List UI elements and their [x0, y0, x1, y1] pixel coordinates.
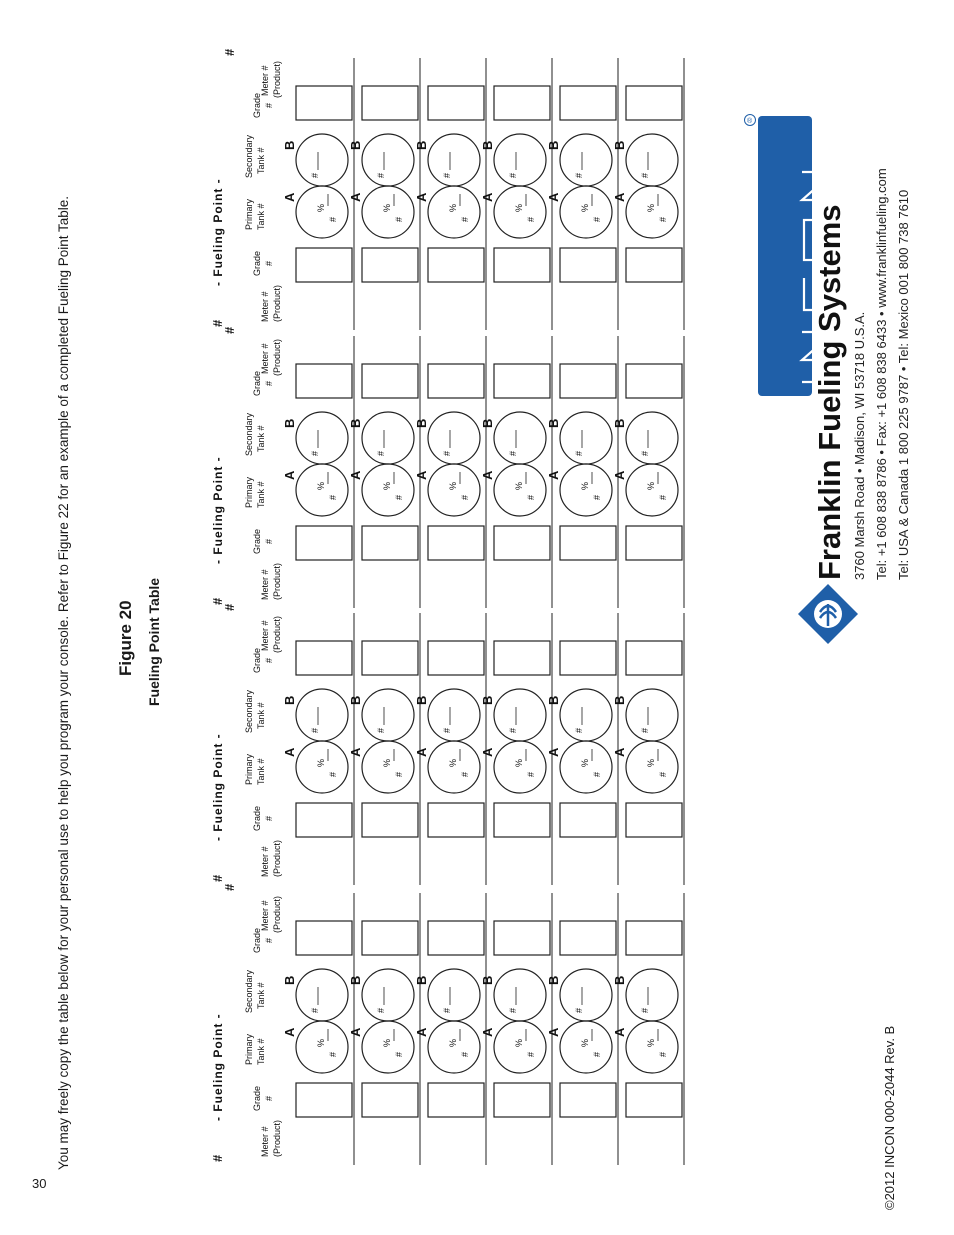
primary-label: Primary	[244, 199, 254, 230]
hash-mark: #	[210, 319, 225, 327]
product-label: (Product)	[272, 338, 282, 376]
grade-label: Grade	[252, 370, 262, 396]
hash-mark: #	[264, 937, 274, 943]
grade-label: Grade	[252, 250, 262, 276]
grade-box	[560, 86, 616, 120]
percent-sign: %	[580, 758, 590, 767]
tank-b-label: B	[612, 418, 627, 428]
grade-box	[428, 641, 484, 675]
tank-b-label: B	[282, 418, 297, 428]
secondary-tank-circle	[560, 969, 612, 1021]
primary-label: Primary	[244, 477, 254, 508]
grade-box	[626, 248, 682, 282]
hash-mark: #	[222, 883, 237, 891]
table-row	[414, 58, 486, 330]
table-row	[348, 613, 420, 885]
tank-b-label: B	[414, 695, 429, 705]
secondary-tank-circle	[626, 134, 678, 186]
brand-address: 3760 Marsh Road • Madison, WI 53718 U.S.A.	[852, 311, 867, 580]
table-row	[480, 893, 552, 1165]
tank-b-label: B	[612, 695, 627, 705]
figure-title: Figure 20	[116, 600, 135, 676]
hash-mark: #	[526, 1051, 536, 1057]
secondary-tank-circle	[560, 134, 612, 186]
secondary-tank-circle	[626, 412, 678, 464]
table-row	[282, 613, 354, 885]
hash-mark: #	[640, 727, 650, 733]
tank-label: Tank #	[256, 702, 266, 729]
table-row	[348, 336, 420, 608]
hash-mark: #	[658, 1051, 668, 1057]
grade-box	[362, 803, 418, 837]
secondary-tank-circle	[560, 412, 612, 464]
tank-a-label: A	[546, 192, 561, 202]
tank-a-label: A	[282, 1027, 297, 1037]
tank-b-label: B	[546, 695, 561, 705]
grade-label: Grade	[252, 927, 262, 953]
hash-mark: #	[310, 727, 320, 733]
secondary-tank-circle	[560, 689, 612, 741]
tank-a-label: A	[282, 192, 297, 202]
secondary-label: Secondary	[244, 969, 254, 1013]
table-row	[414, 893, 486, 1165]
percent-sign: %	[514, 758, 524, 767]
hash-mark: #	[210, 597, 225, 605]
hash-mark: #	[442, 727, 452, 733]
tank-a-label: A	[282, 470, 297, 480]
hash-mark: #	[442, 1007, 452, 1013]
hash-mark: #	[574, 1007, 584, 1013]
tank-a-label: A	[480, 192, 495, 202]
table-row	[480, 336, 552, 608]
secondary-tank-circle	[494, 412, 546, 464]
hash-mark: #	[394, 494, 404, 500]
grade-box	[362, 1083, 418, 1117]
tank-label: Tank #	[256, 147, 266, 174]
secondary-tank-circle	[362, 969, 414, 1021]
intro-text: You may freely copy the table below for your personal use to help you program your console. Refer to Figure 22 for an example of a completed Fueling Point Table.	[56, 195, 71, 1170]
table-row	[546, 336, 618, 608]
secondary-tank-circle	[494, 689, 546, 741]
tank-a-label: A	[414, 747, 429, 757]
secondary-tank-circle	[296, 412, 348, 464]
tank-label: Tank #	[256, 1038, 266, 1065]
hash-mark: #	[526, 494, 536, 500]
percent-sign: %	[316, 481, 326, 490]
tank-b-label: B	[546, 140, 561, 150]
grade-label: Grade	[252, 805, 262, 831]
fueling-point-header: - Fueling Point -	[211, 456, 225, 564]
grade-box	[362, 921, 418, 955]
hash-mark: #	[222, 603, 237, 611]
tank-b-label: B	[282, 975, 297, 985]
hash-mark: #	[264, 102, 274, 108]
tank-a-label: A	[612, 1027, 627, 1037]
secondary-tank-circle	[362, 412, 414, 464]
grade-box	[626, 364, 682, 398]
product-label: (Product)	[272, 284, 282, 322]
tank-a-label: A	[612, 747, 627, 757]
figure-subtitle: Fueling Point Table	[146, 577, 162, 706]
percent-sign: %	[448, 758, 458, 767]
grade-box	[560, 364, 616, 398]
hash-mark: #	[658, 771, 668, 777]
hash-mark: #	[508, 1007, 518, 1013]
hash-mark: #	[264, 815, 274, 821]
grade-box	[428, 803, 484, 837]
tank-a-label: A	[480, 1027, 495, 1037]
tank-label: Tank #	[256, 425, 266, 452]
table-row	[612, 336, 684, 608]
fueling-point-block	[210, 48, 684, 330]
tank-a-label: A	[612, 470, 627, 480]
percent-sign: %	[580, 481, 590, 490]
brand-name: Franklin Fueling Systems	[812, 204, 847, 580]
hash-mark: #	[526, 216, 536, 222]
grade-box	[494, 921, 550, 955]
table-row	[282, 893, 354, 1165]
grade-box	[560, 1083, 616, 1117]
meter-label: Meter #	[260, 65, 270, 96]
hash-mark: #	[210, 874, 225, 882]
percent-sign: %	[514, 481, 524, 490]
table-row	[480, 58, 552, 330]
tank-a-label: A	[348, 1027, 363, 1037]
secondary-label: Secondary	[244, 412, 254, 456]
tank-label: Tank #	[256, 758, 266, 785]
hash-mark: #	[508, 727, 518, 733]
hash-mark: #	[394, 216, 404, 222]
tank-b-label: B	[282, 695, 297, 705]
tank-a-label: A	[480, 747, 495, 757]
hash-mark: #	[310, 172, 320, 178]
hash-mark: #	[508, 172, 518, 178]
percent-sign: %	[382, 758, 392, 767]
tank-a-label: A	[480, 470, 495, 480]
grade-box	[626, 86, 682, 120]
tank-b-label: B	[348, 140, 363, 150]
percent-sign: %	[448, 481, 458, 490]
secondary-tank-circle	[362, 134, 414, 186]
hash-mark: #	[264, 1095, 274, 1101]
grade-box	[296, 803, 352, 837]
grade-label: Grade	[252, 1085, 262, 1111]
tank-b-label: B	[546, 975, 561, 985]
tank-b-label: B	[414, 418, 429, 428]
secondary-tank-circle	[494, 969, 546, 1021]
grade-box	[560, 248, 616, 282]
percent-sign: %	[448, 1038, 458, 1047]
fueling-point-block	[210, 326, 684, 608]
product-label: (Product)	[272, 895, 282, 933]
tank-b-label: B	[546, 418, 561, 428]
secondary-tank-circle	[494, 134, 546, 186]
hash-mark: #	[460, 1051, 470, 1057]
table-row	[348, 58, 420, 330]
table-row	[612, 893, 684, 1165]
primary-label: Primary	[244, 1034, 254, 1065]
grade-box	[494, 1083, 550, 1117]
tank-label: Tank #	[256, 203, 266, 230]
secondary-tank-circle	[428, 969, 480, 1021]
grade-box	[494, 641, 550, 675]
secondary-tank-circle	[296, 134, 348, 186]
tank-a-label: A	[348, 747, 363, 757]
hash-mark: #	[328, 216, 338, 222]
hash-mark: #	[508, 450, 518, 456]
secondary-tank-circle	[428, 689, 480, 741]
page-number: 30	[32, 1176, 47, 1191]
tank-a-label: A	[546, 470, 561, 480]
grade-box	[494, 803, 550, 837]
secondary-tank-circle	[296, 689, 348, 741]
meter-label: Meter #	[260, 620, 270, 651]
tank-label: Tank #	[256, 481, 266, 508]
secondary-tank-circle	[428, 134, 480, 186]
tank-a-label: A	[546, 747, 561, 757]
table-row	[612, 58, 684, 330]
grade-box	[494, 86, 550, 120]
percent-sign: %	[382, 203, 392, 212]
grade-box	[560, 921, 616, 955]
hash-mark: #	[592, 216, 602, 222]
tank-b-label: B	[414, 140, 429, 150]
table-row	[282, 58, 354, 330]
hash-mark: #	[640, 1007, 650, 1013]
grade-box	[428, 86, 484, 120]
grade-box	[428, 921, 484, 955]
grade-box	[296, 1083, 352, 1117]
grade-box	[560, 641, 616, 675]
grade-box	[296, 526, 352, 560]
copyright-text: ©2012 INCON 000-2044 Rev. B	[882, 1025, 897, 1210]
grade-label: Grade	[252, 528, 262, 554]
tank-a-label: A	[348, 470, 363, 480]
grade-box	[428, 526, 484, 560]
hash-mark: #	[264, 260, 274, 266]
percent-sign: %	[514, 203, 524, 212]
hash-mark: #	[264, 380, 274, 386]
hash-mark: #	[574, 727, 584, 733]
meter-label: Meter #	[260, 1126, 270, 1157]
hash-mark: #	[442, 172, 452, 178]
fueling-point-header: - Fueling Point -	[211, 1013, 225, 1121]
tank-b-label: B	[414, 975, 429, 985]
meter-label: Meter #	[260, 291, 270, 322]
tank-b-label: B	[480, 975, 495, 985]
tank-b-label: B	[612, 140, 627, 150]
hash-mark: #	[526, 771, 536, 777]
tank-b-label: B	[612, 975, 627, 985]
grade-box	[560, 526, 616, 560]
fueling-point-block	[210, 603, 684, 885]
hash-mark: #	[210, 1154, 225, 1162]
hash-mark: #	[222, 326, 237, 334]
hash-mark: #	[460, 494, 470, 500]
brand-tel-usa: Tel: USA & Canada 1 800 225 9787 • Tel: Mexico 001 800 738 7610	[896, 189, 911, 580]
tank-b-label: B	[480, 140, 495, 150]
hash-mark: #	[460, 216, 470, 222]
grade-box	[296, 86, 352, 120]
percent-sign: %	[580, 1038, 590, 1047]
hash-mark: #	[592, 1051, 602, 1057]
percent-sign: %	[514, 1038, 524, 1047]
tank-a-label: A	[414, 192, 429, 202]
secondary-tank-circle	[362, 689, 414, 741]
hash-mark: #	[640, 450, 650, 456]
grade-label: Grade	[252, 647, 262, 673]
grade-box	[362, 641, 418, 675]
tank-a-label: A	[414, 1027, 429, 1037]
grade-box	[626, 803, 682, 837]
grade-box	[494, 526, 550, 560]
table-row	[612, 613, 684, 885]
grade-box	[626, 921, 682, 955]
table-row	[348, 893, 420, 1165]
hash-mark: #	[574, 172, 584, 178]
percent-sign: %	[646, 1038, 656, 1047]
percent-sign: %	[382, 481, 392, 490]
hash-mark: #	[376, 450, 386, 456]
grade-box	[560, 803, 616, 837]
secondary-tank-circle	[296, 969, 348, 1021]
meter-label: Meter #	[260, 569, 270, 600]
meter-label: Meter #	[260, 343, 270, 374]
hash-mark: #	[328, 494, 338, 500]
table-row	[414, 613, 486, 885]
tank-b-label: B	[282, 140, 297, 150]
grade-box	[494, 248, 550, 282]
hash-mark: #	[376, 1007, 386, 1013]
tank-b-label: B	[348, 975, 363, 985]
percent-sign: %	[382, 1038, 392, 1047]
fueling-point-block	[210, 883, 684, 1165]
grade-box	[362, 248, 418, 282]
hash-mark: #	[328, 1051, 338, 1057]
tank-a-label: A	[546, 1027, 561, 1037]
secondary-tank-circle	[626, 969, 678, 1021]
hash-mark: #	[592, 771, 602, 777]
tank-a-label: A	[282, 747, 297, 757]
hash-mark: #	[328, 771, 338, 777]
percent-sign: %	[646, 481, 656, 490]
hash-mark: #	[376, 172, 386, 178]
grade-box	[296, 364, 352, 398]
tank-label: Tank #	[256, 982, 266, 1009]
percent-sign: %	[646, 758, 656, 767]
franklin-diamond-logo-icon	[796, 582, 860, 646]
grade-box	[494, 364, 550, 398]
hash-mark: #	[442, 450, 452, 456]
secondary-tank-circle	[428, 412, 480, 464]
table-row	[546, 613, 618, 885]
tank-a-label: A	[414, 470, 429, 480]
grade-box	[296, 641, 352, 675]
percent-sign: %	[316, 203, 326, 212]
hash-mark: #	[264, 657, 274, 663]
product-label: (Product)	[272, 562, 282, 600]
grade-label: Grade	[252, 92, 262, 118]
brand-block	[812, 120, 912, 590]
tank-b-label: B	[348, 695, 363, 705]
incon-logo	[740, 110, 818, 400]
registered-mark: ®	[747, 118, 753, 125]
grade-box	[428, 1083, 484, 1117]
hash-mark: #	[222, 48, 237, 56]
hash-mark: #	[640, 172, 650, 178]
grade-box	[626, 641, 682, 675]
secondary-tank-circle	[626, 689, 678, 741]
fueling-point-header: - Fueling Point -	[211, 178, 225, 286]
grade-box	[428, 248, 484, 282]
tank-a-label: A	[612, 192, 627, 202]
grade-box	[362, 364, 418, 398]
grade-box	[296, 921, 352, 955]
percent-sign: %	[316, 758, 326, 767]
table-row	[546, 58, 618, 330]
table-row	[546, 893, 618, 1165]
product-label: (Product)	[272, 615, 282, 653]
hash-mark: #	[460, 771, 470, 777]
tank-b-label: B	[348, 418, 363, 428]
hash-mark: #	[592, 494, 602, 500]
grade-box	[362, 526, 418, 560]
product-label: (Product)	[272, 60, 282, 98]
brand-tel-fax: Tel: +1 608 838 8786 • Fax: +1 608 838 6433 • www.franklinfueling.com	[874, 168, 889, 580]
hash-mark: #	[394, 1051, 404, 1057]
product-label: (Product)	[272, 1119, 282, 1157]
table-row	[282, 336, 354, 608]
grade-box	[626, 1083, 682, 1117]
grade-box	[362, 86, 418, 120]
meter-label: Meter #	[260, 846, 270, 877]
table-row	[480, 613, 552, 885]
hash-mark: #	[376, 727, 386, 733]
hash-mark: #	[310, 1007, 320, 1013]
hash-mark: #	[658, 216, 668, 222]
hash-mark: #	[264, 538, 274, 544]
primary-label: Primary	[244, 754, 254, 785]
fueling-point-header: - Fueling Point -	[211, 733, 225, 841]
percent-sign: %	[646, 203, 656, 212]
hash-mark: #	[394, 771, 404, 777]
hash-mark: #	[310, 450, 320, 456]
grade-box	[428, 364, 484, 398]
tank-b-label: B	[480, 695, 495, 705]
product-label: (Product)	[272, 839, 282, 877]
percent-sign: %	[316, 1038, 326, 1047]
secondary-label: Secondary	[244, 134, 254, 178]
hash-mark: #	[658, 494, 668, 500]
meter-label: Meter #	[260, 900, 270, 931]
hash-mark: #	[574, 450, 584, 456]
table-row	[414, 336, 486, 608]
secondary-label: Secondary	[244, 689, 254, 733]
percent-sign: %	[580, 203, 590, 212]
grade-box	[626, 526, 682, 560]
percent-sign: %	[448, 203, 458, 212]
tank-b-label: B	[480, 418, 495, 428]
tank-a-label: A	[348, 192, 363, 202]
grade-box	[296, 248, 352, 282]
